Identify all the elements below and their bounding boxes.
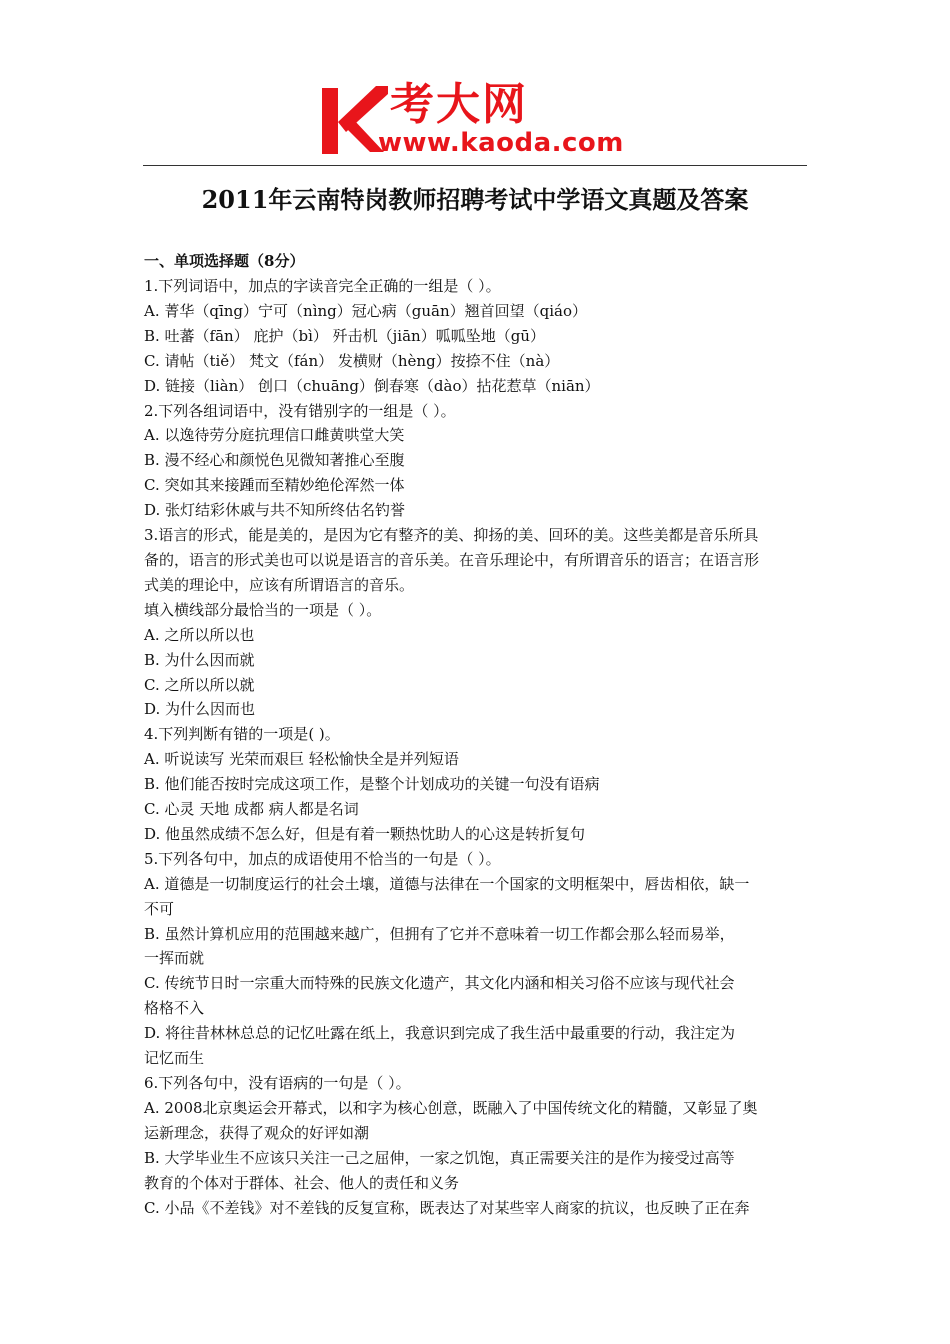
text-line: B. 漫不经心和颜悦色见微知著推心至腹 — [144, 451, 405, 470]
logo-url[interactable]: www.kaoda.com — [378, 128, 624, 158]
text-line: D. 为什么因而也 — [144, 700, 256, 719]
text-line: B. 吐蕃（fān） 庇护（bì） 歼击机（jiān）呱呱坠地（gū） — [144, 326, 545, 345]
text-line: 5.下列各句中，加点的成语使用不恰当的一句是（ ）。 — [144, 849, 501, 868]
text-line: B. 大学毕业生不应该只关注一己之屈伸，一家之饥饱，真正需要关注的是作为接受过高等 — [144, 1148, 735, 1167]
text-line: D. 链接（liàn） 创口（chuāng）倒春寒（dào）拈花惹草（niān） — [144, 376, 600, 395]
text-line: C. 之所以所以就 — [144, 675, 255, 694]
text-line: 不可 — [144, 899, 175, 918]
text-line: C. 请帖（tiě） 梵文（fán） 发横财（hèng）按捺不住（nà） — [144, 351, 560, 370]
text-line: C. 心灵 天地 成都 病人都是名词 — [144, 800, 359, 819]
text-line: 格格不入 — [144, 999, 205, 1018]
header-divider — [143, 165, 807, 166]
logo-name: 考大网 — [390, 79, 528, 130]
text-line: A. 听说读写 光荣而艰巨 轻松愉快全是并列短语 — [144, 750, 459, 769]
text-line: 运新理念，获得了观众的好评如潮 — [144, 1123, 370, 1142]
text-line: D. 张灯结彩休戚与共不知所终估名钓誉 — [144, 501, 406, 520]
document-body — [144, 250, 808, 1220]
text-line: C. 小品《不差钱》对不差钱的反复宣称，既表达了对某些宰人商家的抗议，也反映了正在奔 — [144, 1198, 750, 1217]
text-line: B. 为什么因而就 — [144, 650, 255, 669]
text-line: 教育的个体对于群体、社会、他人的责任和义务 — [144, 1173, 460, 1192]
text-line: 6.下列各句中，没有语病的一句是（ ）。 — [144, 1074, 411, 1092]
text-line: 备的，语言的形式美也可以说是语言的音乐美。在音乐理论中，有所谓音乐的语言；在语言形 — [144, 550, 760, 569]
text-line: 4.下列判断有错的一项是( )。 — [144, 725, 340, 744]
text-line: B. 虽然计算机应用的范围越来越广，但拥有了它并不意味着一切工作都会那么轻而易举， — [144, 924, 735, 943]
text-line: 3.语言的形式，能是美的，是因为它有整齐的美、抑扬的美、回环的美。这些美都是音乐所具 — [144, 526, 759, 545]
text-line: B. 他们能否按时完成这项工作，是整个计划成功的关键一句没有语病 — [144, 775, 600, 794]
document-title: 2011年云南特岗教师招聘考试中学语文真题及答案 — [201, 185, 749, 214]
text-line: C. 突如其来接踵而至精妙绝伦浑然一体 — [144, 476, 405, 495]
text-line: D. 将往昔林林总总的记忆吐露在纸上，我意识到完成了我生活中最重要的行动，我注定为 — [144, 1024, 736, 1043]
text-line: A. 道德是一切制度运行的社会土壤，道德与法律在一个国家的文明框架中，唇齿相依，缺一 — [144, 874, 750, 893]
text-line: D. 他虽然成绩不怎么好，但是有着一颗热忱助人的心这是转折复句 — [144, 824, 586, 843]
kaoda-logo[interactable] — [318, 79, 638, 158]
text-line: C. 传统节日时一宗重大而特殊的民族文化遗产，其文化内涵和相关习俗不应该与现代社会 — [144, 974, 735, 993]
text-line: A. 以逸待劳分庭抗理信口雌黄哄堂大笑 — [144, 426, 405, 445]
text-line: 2.下列各组词语中，没有错别字的一组是（ ）。 — [144, 401, 456, 420]
text-line: 式美的理论中，应该有所谓语言的音乐。 — [144, 575, 415, 594]
text-line: A. 之所以所以也 — [144, 625, 255, 644]
text-line: A. 菁华（qīng）宁可（nìng）冠心病（guān）翘首回望（qiáo） — [144, 301, 587, 320]
text-line: 1.下列词语中，加点的字读音完全正确的一组是（ ）。 — [144, 277, 501, 295]
text-line: 填入横线部分最恰当的一项是（ ）。 — [144, 600, 382, 619]
text-line: A. 2008北京奥运会开幕式，以和字为核心创意，既融入了中国传统文化的精髓，又彰显了奥 — [144, 1098, 758, 1117]
text-line: 一挥而就 — [144, 949, 205, 968]
text-line: 记忆而生 — [144, 1049, 205, 1068]
question-lines — [144, 274, 808, 1220]
section-heading: 一、单项选择题（8分） — [144, 252, 305, 270]
